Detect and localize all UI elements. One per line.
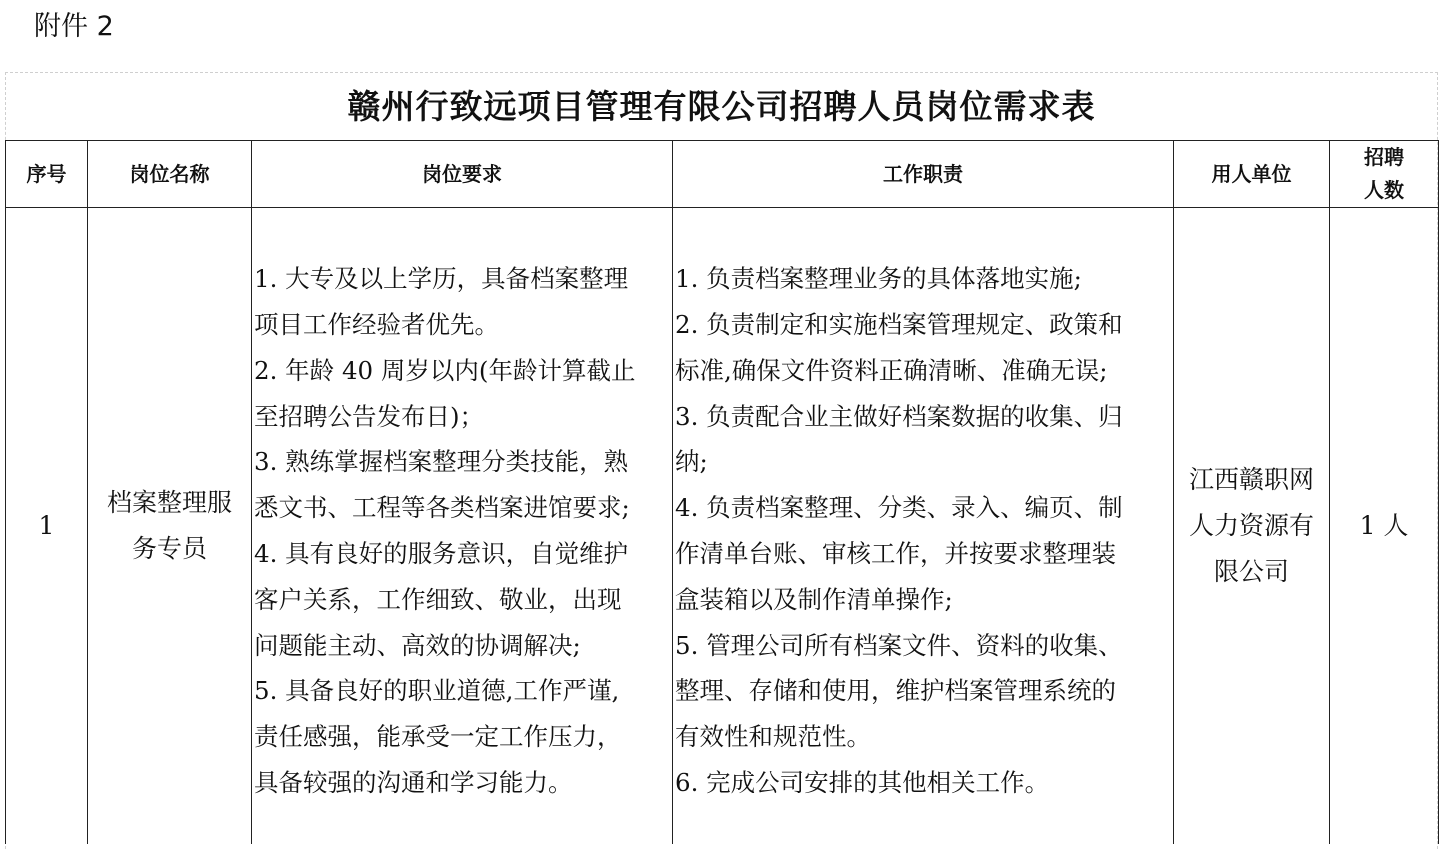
requirements-line: 3. 熟练掌握档案整理分类技能，熟 — [254, 447, 629, 477]
requirements-line: 1. 大专及以上学历，具备档案整理 — [254, 264, 629, 294]
requirements-line: 责任感强，能承受一定工作压力， — [254, 722, 622, 752]
employer-line: 人力资源有 — [1188, 511, 1314, 540]
header-seq: 序号 — [6, 141, 88, 208]
requirements-line: 客户关系，工作细致、敬业，出现 — [254, 584, 622, 614]
attachment-label: 附件 2 — [34, 11, 114, 42]
requirements-line: 问题能主动、高效的协调解决; — [254, 630, 581, 660]
requirements-line: 项目工作经验者优先。 — [254, 310, 499, 340]
duties-line: 1. 负责档案整理业务的具体落地实施; — [675, 264, 1082, 294]
requirements-line: 5. 具备良好的职业道德,工作严谨, — [254, 676, 620, 706]
duties-line: 6. 完成公司安排的其他相关工作。 — [675, 767, 1050, 797]
duties-line: 有效性和规范性。 — [675, 722, 871, 752]
employer-line: 限公司 — [1213, 557, 1289, 586]
header-headcount — [1330, 141, 1439, 208]
header-position-name: 岗位名称 — [88, 141, 252, 208]
header-headcount-line: 人数 — [1364, 178, 1404, 202]
requirements-line: 具备较强的沟通和学习能力。 — [254, 767, 573, 797]
duties-line: 盒装箱以及制作清单操作; — [675, 584, 953, 614]
cell-seq: 1 — [6, 208, 88, 845]
duties-line: 5. 管理公司所有档案文件、资料的收集、 — [675, 630, 1123, 660]
recruitment-table — [5, 140, 1439, 844]
duties-line: 作清单台账、审核工作，并按要求整理装 — [675, 539, 1116, 568]
cell-employer — [1174, 208, 1330, 845]
table-header-row — [6, 141, 1439, 208]
requirements-line: 4. 具有良好的服务意识，自觉维护 — [254, 539, 629, 568]
duties-line: 标准,确保文件资料正确清晰、准确无误; — [675, 355, 1108, 385]
cell-position-name — [88, 208, 252, 845]
duties-line: 纳; — [675, 447, 708, 477]
requirements-line: 悉文书、工程等各类档案进馆要求; — [254, 493, 630, 523]
cell-requirements — [252, 208, 673, 845]
duties-line: 2. 负责制定和实施档案管理规定、政策和 — [675, 310, 1123, 340]
duties-line: 4. 负责档案整理、分类、录入、编页、制 — [675, 493, 1123, 523]
requirements-line: 2. 年龄 40 周岁以内(年龄计算截止 — [254, 355, 636, 385]
header-duties: 工作职责 — [673, 141, 1174, 208]
requirements-line: 至招聘公告发布日)； — [254, 401, 485, 431]
page-title: 赣州行致远项目管理有限公司招聘人员岗位需求表 — [347, 87, 1096, 126]
duties-line: 3. 负责配合业主做好档案数据的收集、归 — [675, 401, 1123, 431]
position-name-line: 务专员 — [131, 534, 207, 563]
cell-duties — [673, 208, 1174, 845]
table-row — [6, 208, 1439, 845]
employer-line: 江西赣职网 — [1188, 465, 1314, 494]
duties-line: 整理、存储和使用，维护档案管理系统的 — [675, 676, 1116, 706]
header-employer: 用人单位 — [1174, 141, 1330, 208]
cell-headcount: 1 人 — [1330, 208, 1439, 845]
header-headcount-line: 招聘 — [1364, 145, 1404, 169]
header-requirements: 岗位要求 — [252, 141, 673, 208]
position-name-line: 档案整理服 — [106, 488, 232, 517]
